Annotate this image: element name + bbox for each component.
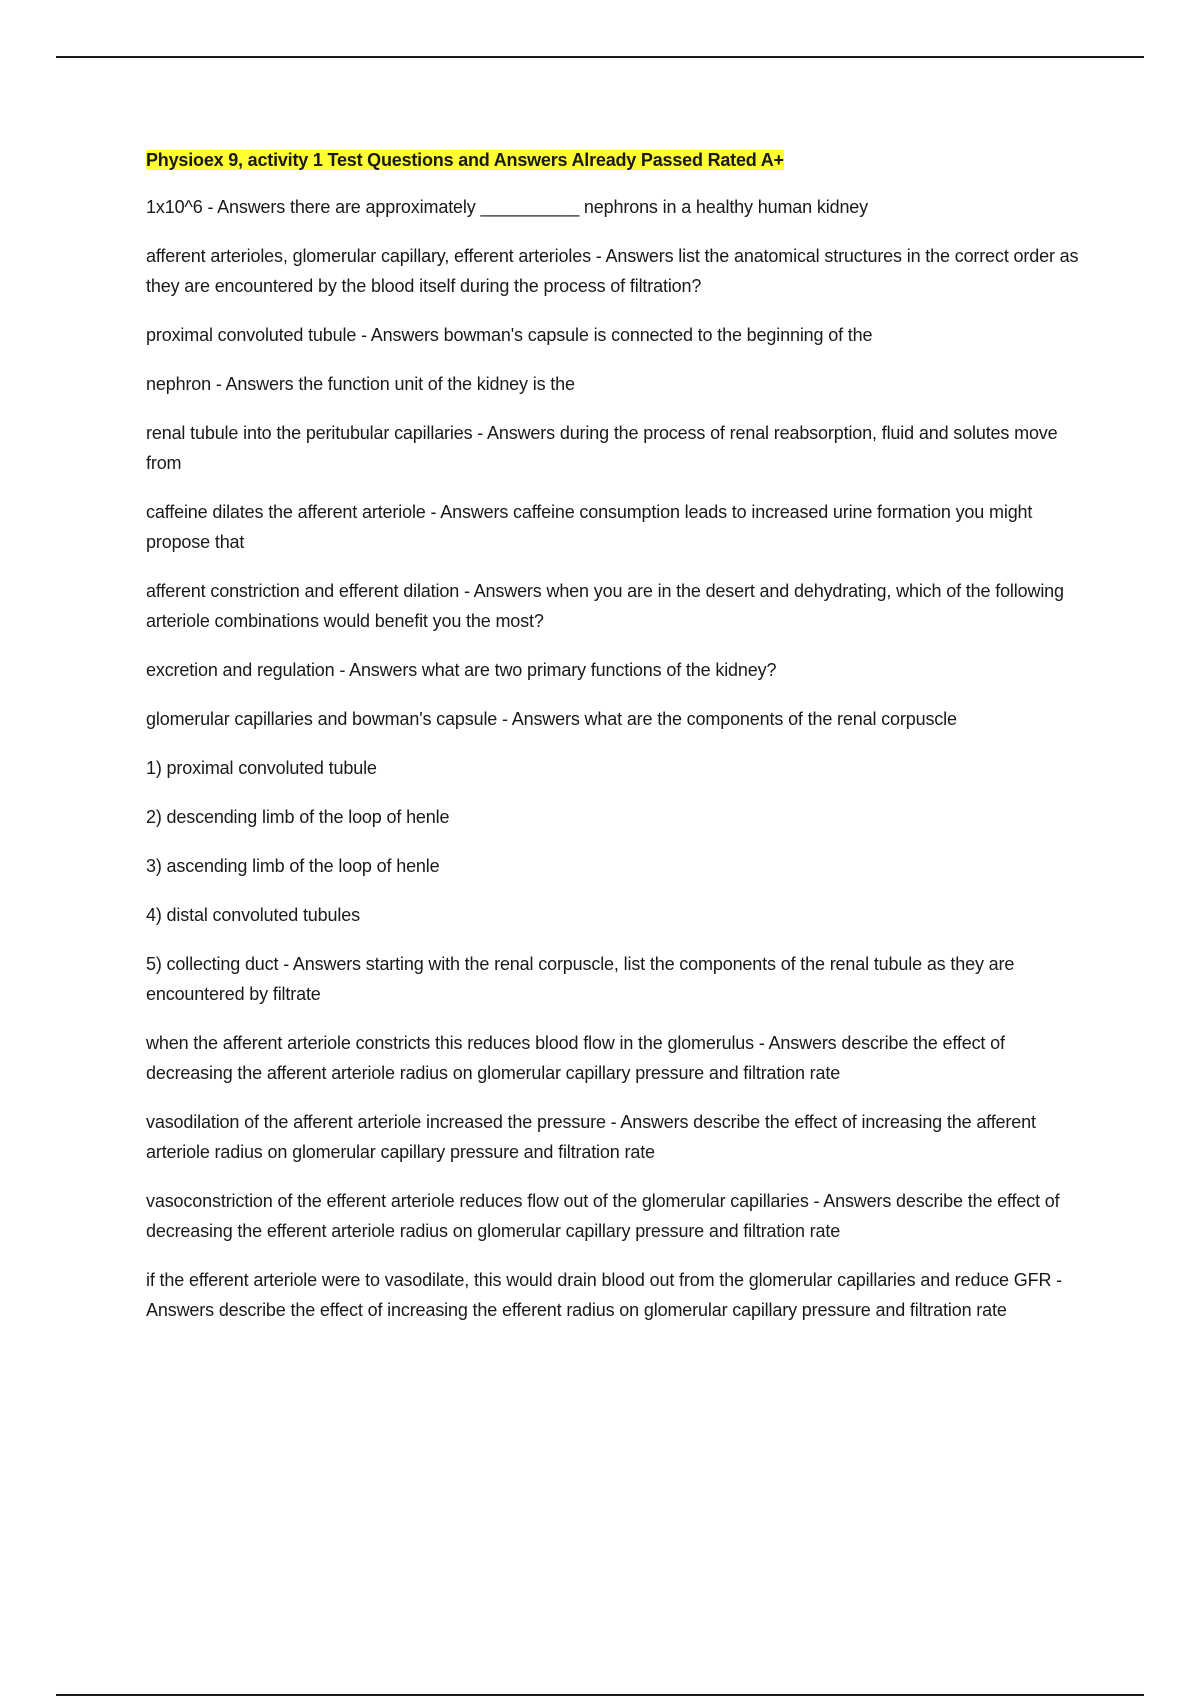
qa-paragraph: renal tubule into the peritubular capillaries - Answers during the process of renal reabsorption, fluid and solutes move from [146,423,1058,473]
page-bottom-rule [56,1694,1144,1696]
qa-paragraph: caffeine dilates the afferent arteriole - Answers caffeine consumption leads to increased urine formation you might propose that [146,502,1033,552]
list-item: 1) proximal convoluted tubule [146,758,377,778]
list-item: 3) ascending limb of the loop of henle [146,856,440,876]
qa-paragraph: afferent constriction and efferent dilation - Answers when you are in the desert and dehydrating, which of the following arteriole combinations would benefit you the most? [146,581,1064,631]
list-item: 4) distal convoluted tubules [146,905,360,925]
qa-paragraph: 1x10^6 - Answers there are approximately __________ nephrons in a healthy human kidney [146,197,869,217]
qa-paragraph: nephron - Answers the function unit of the kidney is the [146,374,575,394]
qa-paragraph: if the efferent arteriole were to vasodilate, this would drain blood out from the glomerular capillaries and reduce GFR - Answers describe the effect of increasing the efferent radius on glomerular capillary pressure and filtration rate [146,1270,1062,1320]
qa-paragraph: glomerular capillaries and bowman's capsule - Answers what are the components of the renal corpuscle [146,709,957,729]
qa-paragraph: proximal convoluted tubule - Answers bowman's capsule is connected to the beginning of the [146,325,873,345]
title-container [146,146,1092,174]
qa-paragraph: vasoconstriction of the efferent arteriole reduces flow out of the glomerular capillaries - Answers describe the effect of decreasing the efferent arteriole radius on glomerular capillary pressure and filtration rate [146,1191,1060,1241]
qa-paragraph: excretion and regulation - Answers what are two primary functions of the kidney? [146,660,777,680]
qa-paragraph: when the afferent arteriole constricts this reduces blood flow in the glomerulus - Answers describe the effect of decreasing the afferent arteriole radius on glomerular capillary pressure and filtration rate [146,1033,1005,1083]
qa-paragraph: vasodilation of the afferent arteriole increased the pressure - Answers describe the effect of increasing the afferent arteriole radius on glomerular capillary pressure and filtration rate [146,1112,1036,1162]
page-top-rule [56,56,1144,58]
list-item: 2) descending limb of the loop of henle [146,807,450,827]
qa-paragraph: afferent arterioles, glomerular capillary, efferent arterioles - Answers list the anatomical structures in the correct order as they are encountered by the blood itself during the process of filtration? [146,246,1079,296]
qa-paragraph: 5) collecting duct - Answers starting with the renal corpuscle, list the components of the renal tubule as they are encountered by filtrate [146,954,1015,1004]
document-title: Physioex 9, activity 1 Test Questions and Answers Already Passed Rated A+ [146,150,784,170]
document-body [146,146,1092,1344]
